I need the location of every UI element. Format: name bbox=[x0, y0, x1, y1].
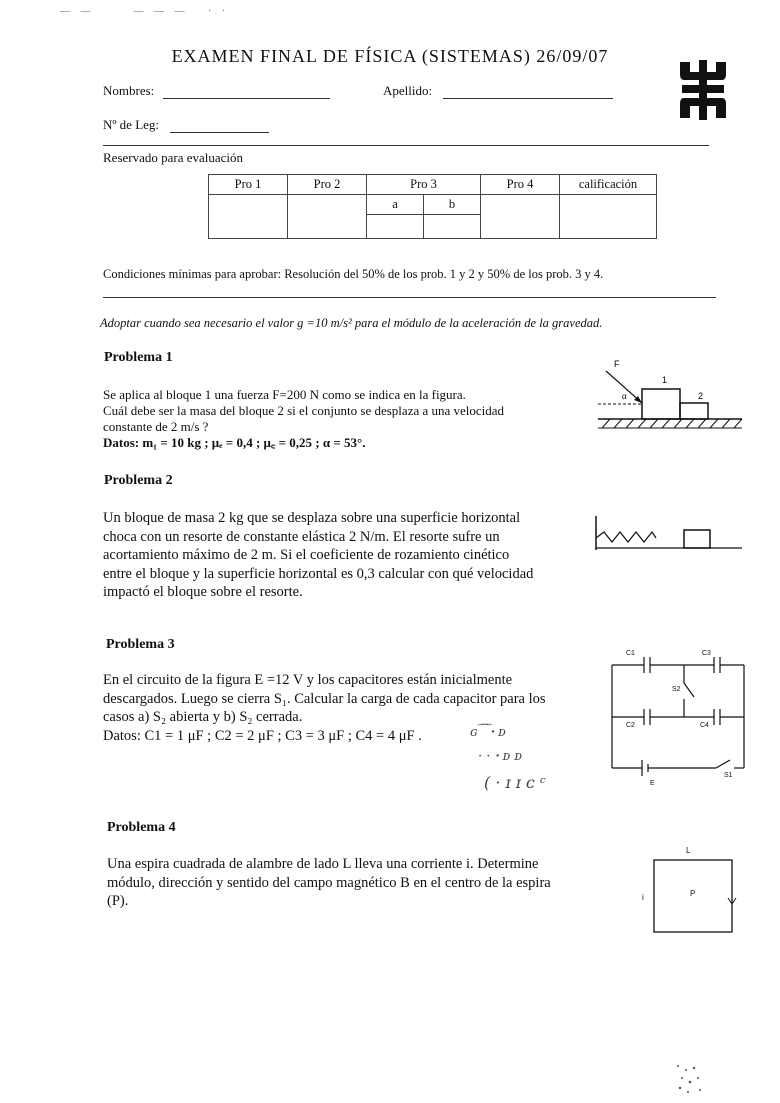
circuit-label-c2: C2 bbox=[626, 722, 635, 729]
problem-1-figure bbox=[592, 355, 747, 435]
problem-2-line: impactó el bloque sobre el resorte. bbox=[103, 584, 303, 600]
problem-1-line: Cuál debe ser la masa del bloque 2 si el conjunto se desplaza a una velocidad bbox=[103, 403, 505, 418]
col-pro4: Pro 4 bbox=[481, 175, 560, 195]
circuit-label-c3: C3 bbox=[702, 650, 711, 657]
problem-3-line: En el circuito de la figura E =12 V y los capacitores están inicialmente bbox=[103, 672, 513, 688]
problem-2-title: Problema 2 bbox=[104, 473, 173, 488]
col-pro3-a: a bbox=[367, 195, 424, 215]
problem-3-line: casos a) S₂ abierta y b) S₂ cerrada. bbox=[103, 709, 303, 725]
handwritten-note: ɢ ͡ ͡ ꞏ ᴅ bbox=[470, 725, 506, 740]
circuit-label-s2: S2 bbox=[672, 686, 681, 693]
grades-table bbox=[208, 174, 657, 239]
problem-1-data: Datos: m₁ = 10 kg ; μₑ = 0,4 ; μ꜀ = 0,25 ; α = 53°. bbox=[103, 435, 366, 450]
evaluation-label: Reservado para evaluación bbox=[103, 150, 244, 165]
grade-cell-pro4[interactable] bbox=[481, 195, 560, 239]
approval-conditions: Condiciones mínimas para aprobar: Resolución del 50% de los prob. 1 y 2 y 50% de los prob. 3 y 4. bbox=[103, 267, 604, 281]
nombres-label: Nombres: bbox=[103, 83, 155, 98]
apellido-label: Apellido: bbox=[383, 83, 433, 98]
grade-cell-pro1[interactable] bbox=[209, 195, 288, 239]
grade-cell-pro2[interactable] bbox=[288, 195, 367, 239]
problem-1-line: constante de 2 m/s ? bbox=[103, 419, 209, 434]
col-pro2: Pro 2 bbox=[288, 175, 367, 195]
apellido-field[interactable] bbox=[443, 86, 613, 99]
circuit-label-s1: S1 bbox=[724, 772, 733, 779]
figure-label-force: F bbox=[614, 359, 620, 369]
gravity-note: Adoptar cuando sea necesario el valor g =10 m/s² para el módulo de la aceleración de la gravedad. bbox=[100, 316, 603, 330]
problem-4-title: Problema 4 bbox=[107, 820, 176, 835]
problem-2-line: choca con un resorte de constante elástica 2 N/m. El resorte sufre un bbox=[103, 528, 500, 545]
problem-2-text bbox=[103, 509, 579, 602]
problem-4-text bbox=[107, 855, 617, 911]
problem-1-line: Se aplica al bloque 1 una fuerza F=200 N como se indica en la figura. bbox=[103, 387, 466, 402]
handwritten-note: · · ꞏ ᴅ ᴅ bbox=[478, 749, 523, 764]
problem-4-line: Una espira cuadrada de alambre de lado L lleva una corriente i. Determine bbox=[107, 856, 539, 872]
problem-2-figure bbox=[594, 514, 744, 554]
loop-label-side: L bbox=[686, 846, 691, 855]
col-pro1: Pro 1 bbox=[209, 175, 288, 195]
problem-1-text bbox=[103, 387, 593, 451]
scan-marks: — — — — — · · bbox=[60, 6, 230, 17]
problem-2-line: Un bloque de masa 2 kg que se desplaza sobre una superficie horizontal bbox=[103, 510, 521, 526]
loop-label-current: i bbox=[642, 893, 644, 902]
problem-2-line: entre el bloque y la superficie horizontal es 0,3 calcular con qué velocidad bbox=[103, 565, 534, 582]
scan-noise bbox=[672, 1060, 712, 1098]
legajo-field[interactable] bbox=[170, 120, 269, 133]
nombres-field[interactable] bbox=[163, 86, 330, 99]
figure-label-block1: 1 bbox=[662, 375, 668, 385]
problem-4-line: (P). bbox=[107, 893, 129, 909]
col-pro3: Pro 3 bbox=[367, 175, 481, 195]
page-title: EXAMEN FINAL DE FÍSICA (SISTEMAS) 26/09/07 bbox=[171, 46, 609, 66]
problem-4-loop-figure bbox=[640, 842, 745, 937]
problem-3-line: Datos: C1 = 1 μF ; C2 = 2 μF ; C3 = 3 μF ; C4 = 4 μF . bbox=[103, 727, 422, 744]
circuit-label-c4: C4 bbox=[700, 722, 709, 729]
problem-3-title: Problema 3 bbox=[106, 637, 175, 652]
loop-label-center: P bbox=[690, 889, 696, 898]
problem-1-title: Problema 1 bbox=[104, 350, 173, 365]
circuit-label-e: E bbox=[650, 780, 655, 787]
handwritten-note: ( · ɪ ɪ ᴄ ᶜ bbox=[484, 773, 546, 792]
col-pro3-b: b bbox=[424, 195, 481, 215]
figure-label-block2: 2 bbox=[698, 391, 704, 401]
legajo-label: Nº de Leg: bbox=[103, 117, 160, 132]
problem-3-line: descargados. Luego se cierra S₁. Calcular la carga de cada capacitor para los bbox=[103, 690, 546, 707]
divider bbox=[103, 145, 709, 146]
col-calificacion: calificación bbox=[560, 175, 657, 195]
problem-2-line: acortamiento máximo de 2 m. Si el coeficiente de rozamiento cinético bbox=[103, 547, 510, 563]
circuit-label-c1: C1 bbox=[626, 650, 635, 657]
grade-cell-pro3a[interactable] bbox=[367, 215, 424, 239]
problem-3-text bbox=[103, 671, 593, 745]
divider bbox=[103, 297, 716, 298]
grade-cell-calificacion[interactable] bbox=[560, 195, 657, 239]
problem-4-line: módulo, dirección y sentido del campo magnético B en el centro de la espira bbox=[107, 874, 551, 891]
university-logo-icon bbox=[678, 60, 728, 120]
problem-3-circuit-figure bbox=[604, 643, 754, 791]
grade-cell-pro3b[interactable] bbox=[424, 215, 481, 239]
figure-label-angle: α bbox=[622, 391, 627, 401]
